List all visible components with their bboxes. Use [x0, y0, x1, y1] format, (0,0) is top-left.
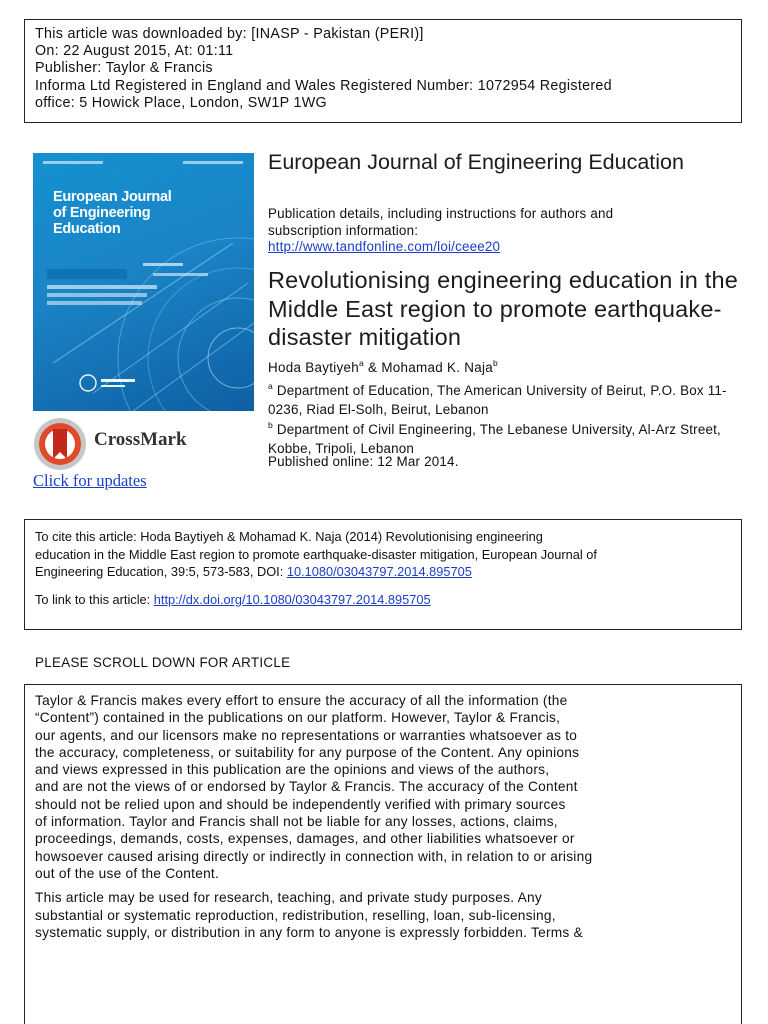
authors-line: [268, 358, 498, 375]
disclaimer-line: and views expressed in this publication are the opinions and views of the authors,: [35, 762, 550, 778]
download-notice-line: Informa Ltd Registered in England and Wales Registered Number: 1072954 Registered: [35, 77, 612, 94]
affiliation-b: [268, 416, 738, 458]
scroll-down-note: PLEASE SCROLL DOWN FOR ARTICLE: [35, 655, 291, 670]
disclaimer-line: out of the use of the Content.: [35, 865, 220, 881]
publication-details: [268, 206, 613, 256]
article-link-line: [35, 591, 731, 609]
disclaimer-line: systematic supply, or distribution in any form to anyone is expressly forbidden. Terms &: [35, 924, 583, 940]
cover-title-line: Education: [53, 221, 121, 237]
author-name: Hoda Baytiyeh: [268, 360, 359, 375]
journal-title: European Journal of Engineering Education: [268, 150, 684, 174]
click-for-updates-link[interactable]: Click for updates: [33, 471, 147, 490]
article-title: Revolutionising engineering education in the Middle East region to promote earthquake-disaster mitigation: [268, 267, 738, 350]
journal-cover-image: [33, 153, 254, 411]
affiliation-marker: b: [268, 420, 273, 430]
affiliation-text: Department of Education, The American University of Beirut, P.O. Box 11-0236, Riad El-Solh, Beirut, Lebanon: [268, 383, 727, 417]
download-notice-line: Publisher: Taylor & Francis: [35, 60, 213, 77]
published-date: Published online: 12 Mar 2014.: [268, 454, 459, 469]
affiliation-a: [268, 377, 738, 419]
disclaimer-line: should not be relied upon and should be independently verified with primary sources: [35, 796, 566, 812]
disclaimer-paragraph-1: [35, 692, 731, 882]
author-name: Mohamad K. Naja: [381, 360, 493, 375]
cover-title-line: European Journal: [53, 189, 172, 205]
disclaimer-line: howsoever caused arising directly or indirectly in connection with, in relation to or arising: [35, 848, 593, 864]
affiliation-marker: b: [493, 358, 499, 368]
citation-box: [24, 519, 742, 630]
disclaimer-line: of information. Taylor and Francis shall not be liable for any losses, actions, claims,: [35, 814, 558, 830]
journal-url-link[interactable]: http://www.tandfonline.com/loi/ceee20: [268, 239, 501, 255]
disclaimer-line: proceedings, demands, costs, expenses, damages, and other liabilities whatsoever or: [35, 831, 575, 847]
disclaimer-line: our agents, and our licensors make no representations or warranties whatsoever as to: [35, 727, 578, 743]
publication-details-line: subscription information:: [268, 222, 419, 238]
crossmark-label[interactable]: CrossMark: [94, 429, 187, 450]
disclaimer-box: [24, 684, 742, 1024]
disclaimer-line: substantial or systematic reproduction, redistribution, reselling, loan, sub-licensing,: [35, 907, 556, 923]
disclaimer-line: the accuracy, completeness, or suitability for any purpose of the Content. Any opinions: [35, 744, 580, 760]
doi-link[interactable]: 10.1080/03043797.2014.895705: [286, 564, 472, 579]
download-notice-line: This article was downloaded by: [INASP - Pakistan (PERI)]: [35, 26, 424, 42]
download-notice-line: On: 22 August 2015, At: 01:11: [35, 43, 234, 60]
citation-line: [35, 563, 731, 581]
cover-title: [53, 189, 171, 237]
citation-line: education in the Middle East region to promote earthquake-disaster mitigation, European Journal of: [35, 546, 597, 562]
crossmark-icon[interactable]: [33, 417, 87, 471]
cover-title-line: of Engineering: [53, 205, 151, 221]
affiliation-text: Department of Civil Engineering, The Lebanese University, Al-Arz Street, Kobbe, Tripoli, Lebanon: [268, 422, 721, 456]
citation-line: To cite this article: Hoda Baytiyeh & Mohamad K. Naja (2014) Revolutionising engineering: [35, 529, 543, 544]
download-notice-box: [24, 19, 742, 123]
disclaimer-line: “Content”) contained in the publications on our platform. However, Taylor & Francis,: [35, 710, 561, 726]
disclaimer-line: Taylor & Francis makes every effort to ensure the accuracy of all the information (the: [35, 693, 568, 708]
article-url-link[interactable]: http://dx.doi.org/10.1080/03043797.2014.895705: [153, 591, 431, 607]
disclaimer-line: and are not the views of or endorsed by Taylor & Francis. The accuracy of the Content: [35, 779, 578, 795]
download-notice-line: office: 5 Howick Place, London, SW1P 1WG: [35, 94, 327, 111]
affiliation-marker: a: [268, 381, 273, 391]
disclaimer-line: This article may be used for research, teaching, and private study purposes. Any: [35, 890, 542, 906]
affiliation-marker: a: [359, 358, 365, 368]
author-separator: &: [364, 360, 382, 375]
disclaimer-paragraph-2: [35, 889, 731, 941]
publication-details-line: Publication details, including instructions for authors and: [268, 206, 614, 221]
citation-prefix: Engineering Education, 39:5, 573-583, DOI:: [35, 564, 287, 579]
article-link-label: To link to this article:: [35, 591, 154, 607]
